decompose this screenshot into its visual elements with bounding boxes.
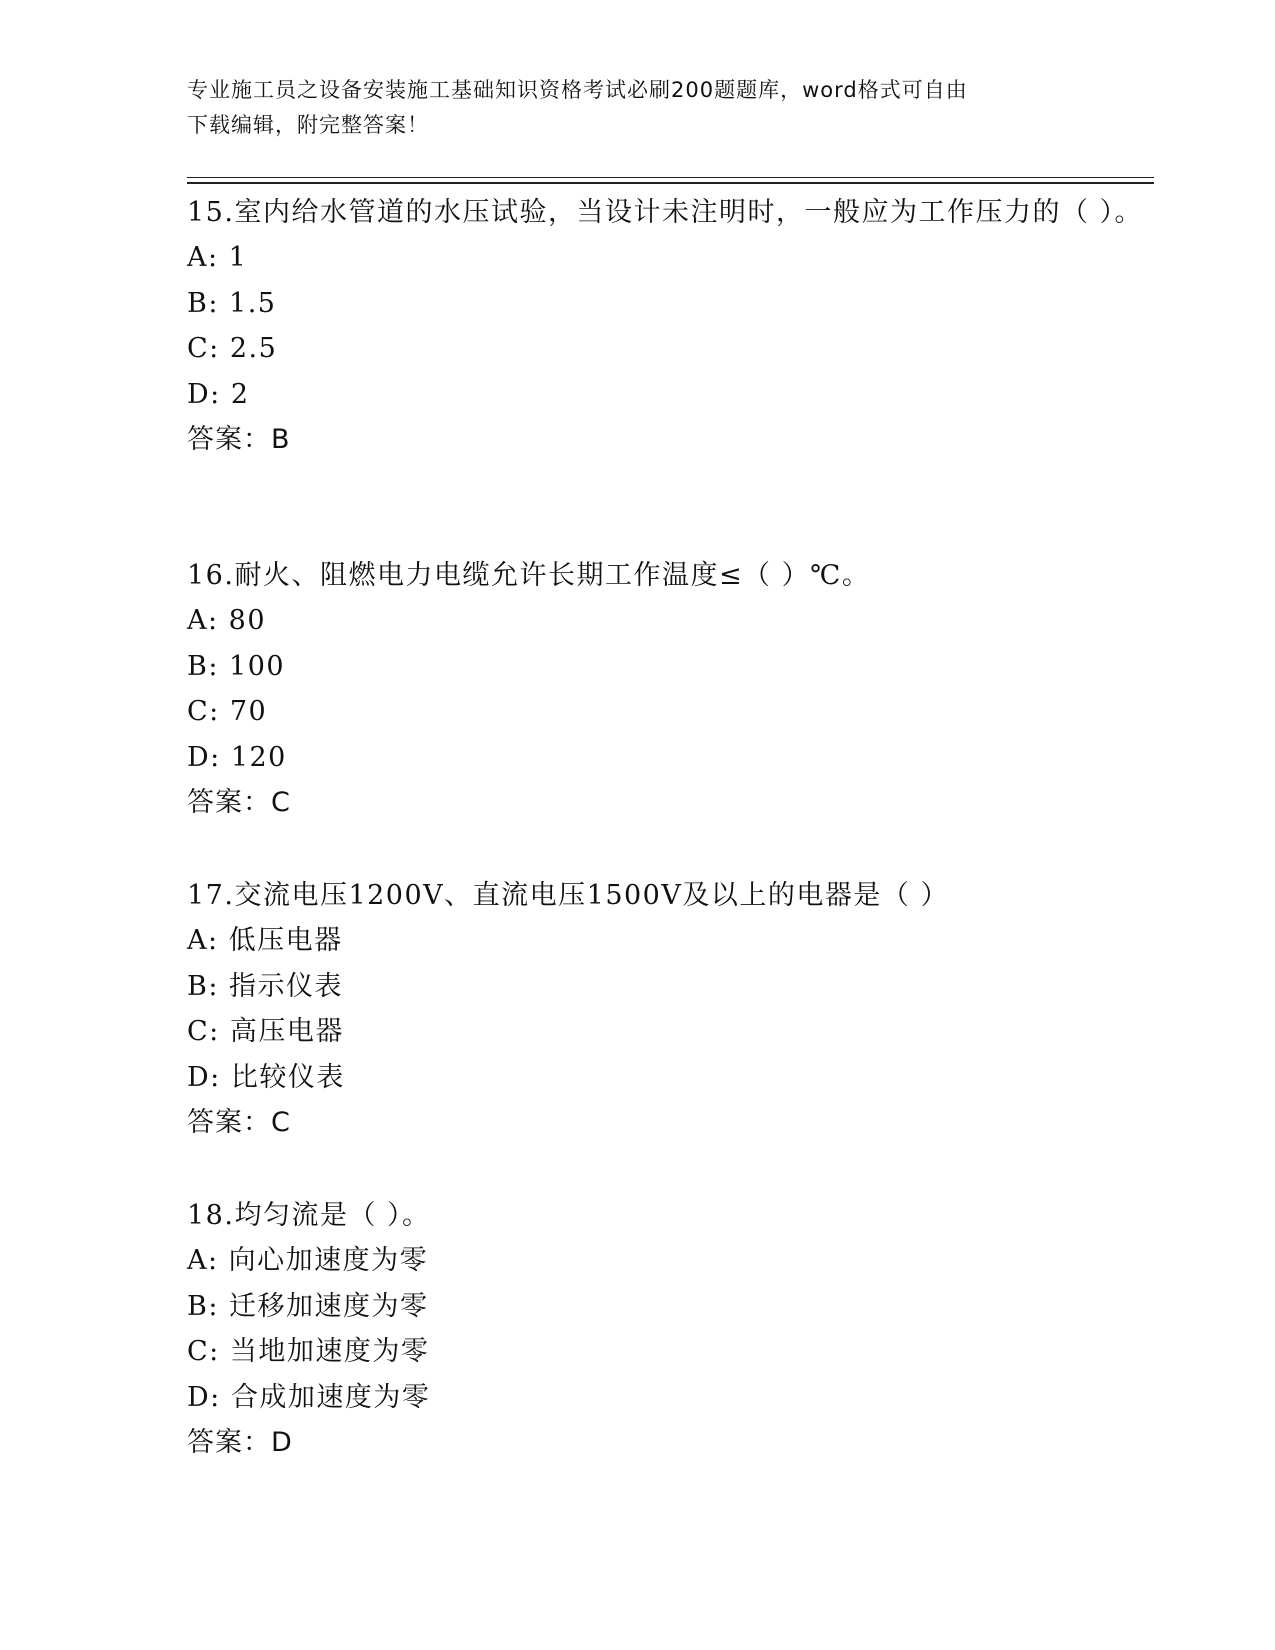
option-c: C: 2.5 <box>187 333 278 364</box>
question-stem: 18.均匀流是（ ）。 <box>187 1200 431 1231</box>
question-stem: 15.室内给水管道的水压试验，当设计未注明时，一般应为工作压力的（ ）。 <box>187 197 1144 228</box>
option-d: D: 120 <box>187 741 287 773</box>
option-c: C: 高压电器 <box>187 1016 344 1047</box>
header-title-line-2: 下载编辑，附完整答案！ <box>187 113 429 137</box>
question-17 <box>187 873 1147 1145</box>
option-d: D: 合成加速度为零 <box>187 1381 431 1413</box>
option-a: A: 1 <box>187 242 248 273</box>
option-a: A: 向心加速度为零 <box>187 1245 429 1276</box>
option-b: B: 迁移加速度为零 <box>187 1290 429 1322</box>
answer-label: 答案：D <box>187 1427 293 1458</box>
option-b: B: 指示仪表 <box>187 970 344 1002</box>
question-18 <box>187 1193 1147 1465</box>
question-16 <box>187 553 1147 825</box>
option-c: C: 70 <box>187 696 268 727</box>
option-d: D: 比较仪表 <box>187 1061 345 1093</box>
document-header <box>187 73 1067 143</box>
header-divider-thick <box>187 182 1154 184</box>
option-c: C: 当地加速度为零 <box>187 1336 430 1367</box>
question-stem: 16.耐火、阻燃电力电缆允许长期工作温度≤（ ）℃。 <box>187 560 871 591</box>
question-15 <box>187 190 1147 462</box>
option-a: A: 80 <box>187 605 267 636</box>
option-b: B: 1.5 <box>187 287 277 319</box>
option-a: A: 低压电器 <box>187 925 343 956</box>
option-b: B: 100 <box>187 650 286 682</box>
answer-label: 答案：C <box>187 787 291 818</box>
answer-label: 答案：B <box>187 424 291 455</box>
option-d: D: 2 <box>187 378 250 410</box>
header-title-line-1: 专业施工员之设备安装施工基础知识资格考试必刷200题题库，word格式可自由 <box>187 78 968 102</box>
header-divider-thin <box>187 177 1154 178</box>
answer-label: 答案：C <box>187 1107 291 1138</box>
question-stem: 17.交流电压1200V、直流电压1500V及以上的电器是（ ） <box>187 880 949 911</box>
